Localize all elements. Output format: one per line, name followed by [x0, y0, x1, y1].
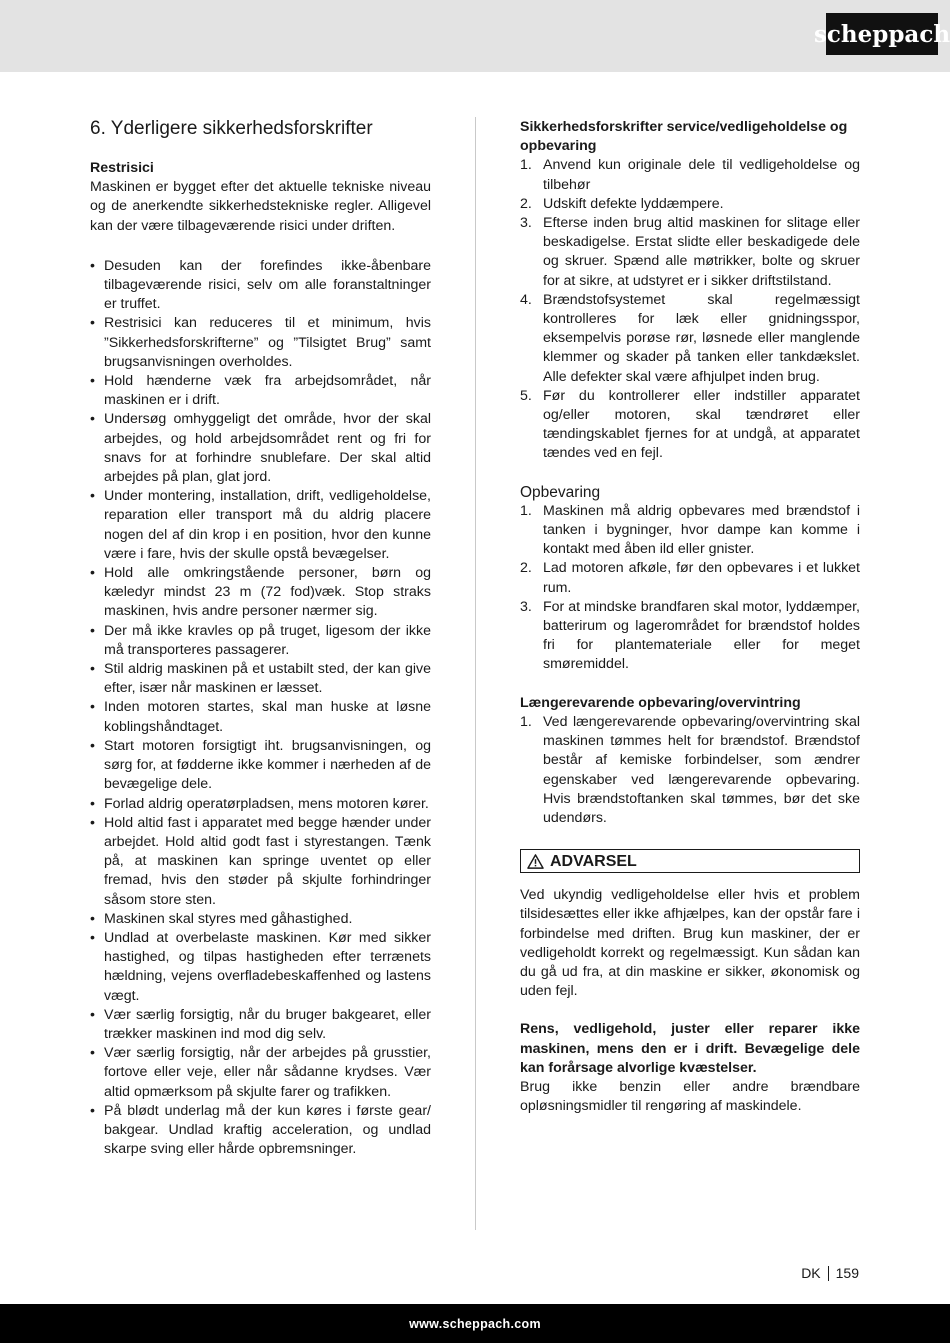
winter-storage-list: [520, 713, 860, 828]
numbered-item: [520, 195, 860, 214]
right-column: [520, 118, 860, 1116]
numbered-item: [520, 713, 860, 828]
bullet-item: • Restrisici kan reduceres til et minimum, hvis ”Sikkerhedsforskrifterne” og ”Tilsigtet Brug” samt brugsanvisningen overholdes.: [90, 314, 431, 372]
item-number: 5.: [520, 387, 532, 404]
bullet-item: • Vær særlig forsigtig, når du bruger bakgearet, eller trækker maskinen ind mod dig selv.: [90, 1006, 431, 1044]
item-number: 3.: [520, 215, 532, 232]
numbered-item: [520, 156, 860, 194]
item-text: Ved længerevarende opbevaring/overvintring skal maskinen tømmes helt for brændstof. Brændstof består af kemiske forbindelser, som ændrer egenskaber ved længerevarende opbevaring. Hvis brændstoftanken skal tømmes, bør det ske udendørs.: [543, 713, 860, 826]
service-heading: Sikkerhedsforskrifter service/vedligeholdelse og opbevaring: [520, 119, 848, 155]
item-text: Før du kontrollerer eller indstiller apparatet og/eller motoren, skal tændrøret eller tændingskablet fjernes for at undgå, at apparatet tændes ved en fejl.: [543, 387, 860, 462]
bullet-item: • Start motoren forsigtigt iht. brugsanvisningen, og sørg for, at fødderne ikke kommer i nærheden af de bevægelige dele.: [90, 737, 431, 795]
bullet-item: • Undersøg omhyggeligt det område, hvor der skal arbejdes, og hold arbejdsområdet rent og fri for snavs for at forhindre snublefare. Der skal altid arbejdes på plan, glat jord.: [90, 410, 431, 487]
bullet-item: • Desuden kan der forefindes ikke-åbenbare tilbageværende risici, selv om alle foranstaltninger er truffet.: [90, 257, 431, 315]
residual-risk-heading: Restrisici: [90, 160, 154, 176]
bullet-item: • Stil aldrig maskinen på et ustabilt sted, der kan give efter, især når maskinen er læsset.: [90, 660, 431, 698]
numbered-item: [520, 559, 860, 597]
numbered-item: [520, 214, 860, 291]
item-text: Efterse inden brug altid maskinen for slitage eller beskadigelse. Erstat slidte eller beskadigede dele og skruer. Spænd alle møtrikker, bolte og skruer for at sikre, at udstyret er i sikker driftstilstand.: [543, 215, 860, 289]
item-text: Brændstofsystemet skal regelmæssigt kontrolleres for læk eller gnidningsspor, eksempelvis porøse rør, løsnede eller manglende klemmer og skader på tanken eller tankdækslet. Alle defekter skal være afhjulpet inden brug.: [543, 291, 860, 385]
safety-bullet-list: [90, 257, 431, 1160]
warning-label: ADVARSEL: [550, 852, 637, 870]
bullet-item: • Under montering, installation, drift, vedligeholdelse, reparation eller transport må du aldrig placere nogen del af din krop i en position, hvor den kunne være i fare, hvis der skulle opstå bevægelser.: [90, 487, 431, 564]
item-text: Lad motoren afkøle, før den opbevares i et lukket rum.: [543, 560, 860, 596]
service-list: [520, 156, 860, 463]
column-divider: [475, 117, 476, 1230]
bold-warning-text: Rens, vedligehold, juster eller reparer ikke maskinen, mens den er i drift. Bevægelige dele kan forårsage alvorlige kvæstelser.: [520, 1021, 860, 1076]
page-separator: [828, 1266, 829, 1281]
bullet-item: • Maskinen skal styres med gåhastighed.: [90, 910, 431, 929]
item-number: 1.: [520, 157, 532, 174]
item-number: 1.: [520, 713, 532, 730]
footer-bar: [0, 1304, 950, 1343]
website-url: www.scheppach.com: [409, 1316, 541, 1331]
cleaning-note: Brug ikke benzin eller andre brændbare opløsningsmidler til rengøring af maskindele.: [520, 1078, 860, 1115]
storage-heading: Opbevaring: [520, 483, 601, 501]
winter-storage-heading: Længerevarende opbevaring/overvintring: [520, 694, 801, 711]
bullet-item: • Undlad at overbelaste maskinen. Kør med sikker hastighed, og tilpas hastigheden efter terrænets hældning, vejens overfladebeskaffenhed og lastens vægt.: [90, 929, 431, 1006]
language-code: DK: [801, 1265, 821, 1281]
warning-box: [520, 849, 860, 873]
warning-triangle-icon: [527, 854, 544, 869]
brand-logo: scheppach: [826, 13, 938, 55]
residual-risk-text: Maskinen er bygget efter det aktuelle tekniske niveau og de anerkendte sikkerhedstekniske regler. Alligevel kan der være tilbageværende risici under driften.: [90, 179, 431, 234]
item-text: Anvend kun originale dele til vedligeholdelse og tilbehør: [543, 157, 860, 193]
item-text: For at mindske brandfaren skal motor, lyddæmper, batterirum og lagerområdet for brændstof holdes fri for plantemateriale eller for meget smøremiddel.: [543, 598, 860, 673]
numbered-item: [520, 387, 860, 464]
item-number: 3.: [520, 598, 532, 615]
warning-text: Ved ukyndig vedligeholdelse eller hvis et problem tilsidesættes eller ikke afhjælpes, kan der opstår fare i forbindelse med driften. Brug kun maskiner, der er vedligeholdt korrekt og regelmæssigt. Kun sådan kan du gå ud fra, at din maskine er sikker, økonomisk og uden fejl.: [520, 887, 860, 1000]
item-text: Maskinen må aldrig opbevares med brændstof i tanken i bygninger, hvor dampe kan komme i kontakt med åben ild eller gnister.: [543, 502, 860, 558]
item-number: 2.: [520, 560, 532, 577]
item-text: Udskift defekte lyddæmpere.: [543, 195, 724, 212]
storage-list: [520, 502, 860, 675]
bullet-item: • Hold alle omkringstående personer, børn og kæledyr mindst 23 m (72 fod)væk. Stop straks maskinen, hvis andre personer nærmer sig.: [90, 564, 431, 622]
item-number: 1.: [520, 502, 532, 519]
left-column: [90, 118, 431, 1159]
page-number-value: 159: [835, 1265, 859, 1281]
item-number: 2.: [520, 195, 532, 212]
numbered-item: [520, 502, 860, 560]
page-number: [801, 1265, 859, 1281]
bullet-item: • Der må ikke kravles op på truget, ligesom der ikke må transporteres passagerer.: [90, 622, 431, 660]
bullet-item: • På blødt underlag må der kun køres i første gear/ bakgear. Undlad kraftig acceleration, og undlad skarpe sving eller hårde opbremsninger.: [90, 1102, 431, 1160]
section-title: 6. Yderligere sikkerhedsforskrifter: [90, 118, 373, 139]
bullet-item: • Vær særlig forsigtig, når der arbejdes på grusstier, fortove eller veje, eller når sådanne krydses. Vær altid opmærksom på skjulte farer og trafikken.: [90, 1044, 431, 1102]
bullet-item: • Inden motoren startes, skal man huske at løsne koblingshåndtaget.: [90, 698, 431, 736]
bullet-item: • Forlad aldrig operatørpladsen, mens motoren kører.: [90, 795, 431, 814]
numbered-item: [520, 291, 860, 387]
bullet-item: • Hold hænderne væk fra arbejdsområdet, når maskinen er i drift.: [90, 372, 431, 410]
numbered-item: [520, 598, 860, 675]
header-bar: [0, 0, 950, 72]
bullet-item: • Hold altid fast i apparatet med begge hænder under arbejdet. Hold altid godt fast i styrestangen. Tænk på, at maskinen kan springe uventet op eller fremad, hvis den støder på skjulte forhindringer såsom store sten.: [90, 814, 431, 910]
item-number: 4.: [520, 291, 532, 308]
